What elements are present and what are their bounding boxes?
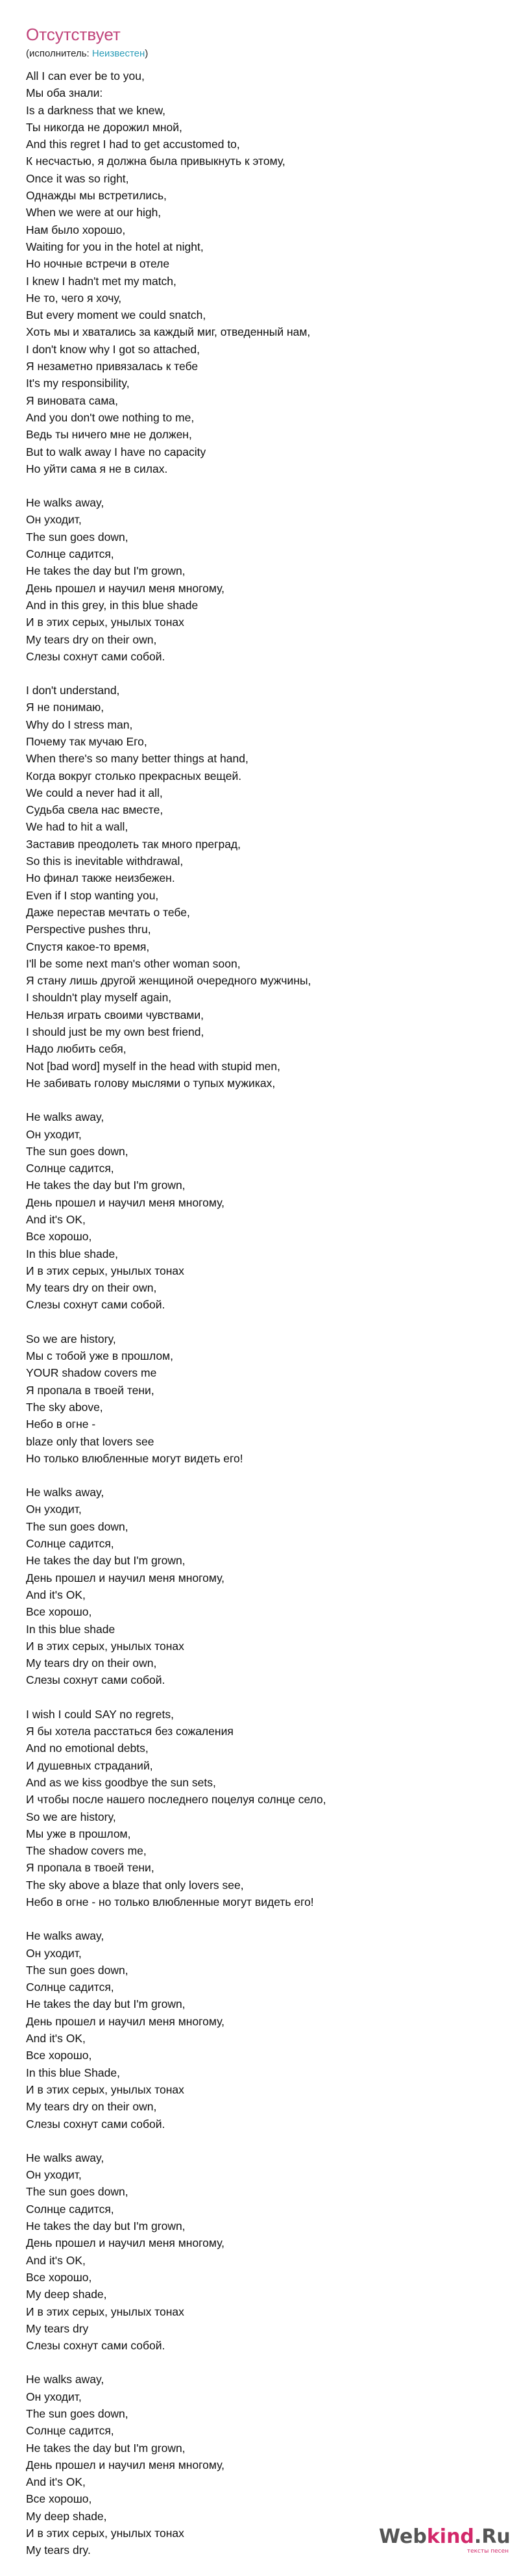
lyric-line: The sun goes down, [26, 2407, 128, 2420]
lyric-line: Мы уже в прошлом, [26, 1827, 131, 1840]
performer-suffix: ) [145, 48, 149, 59]
lyric-line: Ведь ты ничего мне не должен, [26, 428, 192, 442]
lyric-line: My deep shade, [26, 2288, 107, 2301]
lyrics-stanza [26, 1331, 480, 1467]
lyric-line: In this blue shade, [26, 1247, 119, 1260]
lyric-line: And you don't owe nothing to me, [26, 410, 195, 424]
lyric-line: Слезы сохнут сами собой. [26, 2117, 165, 2131]
lyric-line: Небо в огне - но только влюбленные могут видеть его! [26, 1895, 314, 1908]
performer-line [26, 48, 148, 59]
lyric-line: My tears dry [26, 2321, 89, 2335]
lyric-line: And as we kiss goodbye the sun sets, [26, 1775, 216, 1789]
lyric-line: And it's OK, [26, 1588, 86, 1601]
lyric-line: The sun goes down, [26, 1144, 128, 1158]
lyric-line: Слезы сохнут сами собой. [26, 1673, 165, 1687]
lyric-line: All I can ever be to you, [26, 69, 145, 82]
lyric-line: He walks away, [26, 496, 104, 510]
lyric-line: My tears dry on their own, [26, 1281, 157, 1295]
lyric-line: Он уходит, [26, 513, 82, 527]
lyric-line: The sun goes down, [26, 1519, 128, 1533]
logo-brand [379, 2527, 513, 2547]
lyric-line: I wish I could SAY no regrets, [26, 1707, 174, 1721]
lyric-line: День прошел и научил меня многому, [26, 2458, 225, 2471]
lyric-line: But every moment we could snatch, [26, 308, 206, 322]
lyric-line: Надо любить себя, [26, 1042, 127, 1056]
lyric-line: But to walk away I have no capacity [26, 445, 206, 458]
lyric-line: Спустя какое-то время, [26, 940, 150, 953]
lyric-line: Слезы сохнут сами собой. [26, 1298, 165, 1312]
lyric-line: И в этих серых, унылых тонах [26, 1264, 184, 1277]
lyric-line: The sun goes down, [26, 530, 128, 544]
lyric-line: Мы с тобой уже в прошлом, [26, 1349, 173, 1363]
lyric-line: Even if I stop wanting you, [26, 888, 159, 902]
lyric-line: And it's OK, [26, 1213, 86, 1226]
lyric-line: Я виновата сама, [26, 394, 118, 407]
logo-tagline: тексты песен [466, 2548, 509, 2555]
lyric-line: День прошел и научил меня многому, [26, 1571, 225, 1584]
lyric-line: Когда вокруг столько прекрасных вещей. [26, 769, 242, 782]
lyric-line: Не забивать голову мыслями о тупых мужиках, [26, 1076, 276, 1090]
lyric-line: Why do I stress man, [26, 718, 133, 731]
lyric-line: Нам было хорошо, [26, 223, 126, 236]
lyric-line: День прошел и научил меня многому, [26, 2236, 225, 2250]
lyric-line: In this blue shade [26, 1622, 115, 1636]
lyric-line: So we are history, [26, 1810, 116, 1823]
lyric-line: My tears dry on their own, [26, 1657, 157, 1670]
lyric-line: And this regret I had to get accustomed to, [26, 138, 240, 151]
lyric-line: Слезы сохнут сами собой. [26, 649, 165, 663]
lyric-line: Он уходит, [26, 1503, 82, 1516]
lyric-line: И в этих серых, унылых тонах [26, 2082, 184, 2096]
logo-ru-text: .Ru [474, 2525, 511, 2548]
lyric-line: Once it was so right, [26, 171, 129, 185]
lyrics-stanza [26, 2149, 480, 2355]
lyric-line: И душевных страданий, [26, 1758, 153, 1772]
lyric-line: My tears dry on their own, [26, 632, 157, 646]
lyric-line: День прошел и научил меня многому, [26, 581, 225, 595]
lyric-line: YOUR shadow covers me [26, 1366, 157, 1380]
lyric-line: I don't understand, [26, 684, 120, 697]
lyric-line: День прошел и научил меня многому, [26, 2014, 225, 2028]
lyric-line: Солнце садится, [26, 547, 114, 561]
lyric-line: So this is inevitable withdrawal, [26, 855, 184, 868]
lyric-line: Он уходит, [26, 1127, 82, 1141]
lyric-line: Однажды мы встретились, [26, 189, 167, 203]
lyric-line: I don't know why I got so attached, [26, 342, 200, 356]
lyric-line: And it's OK, [26, 2475, 86, 2489]
lyric-line: Все хорошо, [26, 2270, 92, 2284]
lyric-line: Waiting for you in the hotel at night, [26, 240, 204, 253]
lyrics-body [26, 68, 480, 2576]
lyric-line: Почему так мучаю Его, [26, 734, 147, 748]
lyric-line: Заставив преодолеть так много преград, [26, 837, 241, 851]
lyric-line: Я не понимаю, [26, 701, 104, 714]
lyric-line: In this blue Shade, [26, 2066, 120, 2079]
lyric-line: The sun goes down, [26, 1963, 128, 1977]
lyric-line: I knew I hadn't met my match, [26, 274, 176, 288]
lyric-line: Солнце садится, [26, 1537, 114, 1551]
lyric-line: Я бы хотела расстаться без сожаления [26, 1725, 234, 1738]
lyric-line: My deep shade, [26, 2509, 107, 2523]
lyric-line: The shadow covers me, [26, 1844, 147, 1858]
lyric-line: He takes the day but I'm grown, [26, 1554, 186, 1568]
lyric-line: К несчастью, я должна была привыкнуть к этому, [26, 155, 285, 168]
lyric-line: blaze only that lovers see [26, 1434, 154, 1448]
lyric-line: He takes the day but I'm grown, [26, 564, 186, 578]
lyric-line: Not [bad word] myself in the head with stupid men, [26, 1059, 281, 1073]
lyric-line: Я незаметно привязалась к тебе [26, 360, 199, 373]
lyric-line: Все хорошо, [26, 1230, 92, 1244]
lyric-line: He takes the day but I'm grown, [26, 1179, 186, 1192]
lyrics-stanza [26, 494, 480, 665]
lyric-line: Я пропала в твоей тени, [26, 1383, 154, 1397]
lyric-line: И чтобы после нашего последнего поцелуя солнце село, [26, 1793, 326, 1807]
lyric-line: When we were at our high, [26, 206, 162, 219]
lyric-line: Все хорошо, [26, 1605, 92, 1619]
lyric-line: Я пропала в твоей тени, [26, 1861, 154, 1875]
logo-web-text: Web [379, 2525, 427, 2548]
lyrics-stanza [26, 68, 480, 477]
performer-link[interactable]: Неизвестен [91, 48, 145, 59]
lyrics-stanza [26, 1706, 480, 1911]
lyric-line: Солнце садится, [26, 2202, 114, 2216]
performer-prefix: (исполнитель: [26, 48, 92, 59]
lyric-line: And it's OK, [26, 2253, 86, 2267]
lyric-line: Но только влюбленные могут видеть его! [26, 1451, 243, 1465]
lyric-line: Is a darkness that we knew, [26, 103, 165, 117]
lyric-line: He walks away, [26, 1929, 104, 1943]
lyric-line: We had to hit a wall, [26, 820, 128, 834]
lyric-line: He walks away, [26, 2151, 104, 2164]
lyric-line: He takes the day but I'm grown, [26, 2441, 186, 2455]
lyric-line: So we are history, [26, 1332, 116, 1345]
lyric-line: Хоть мы и хватались за каждый миг, отведенный нам, [26, 325, 311, 339]
lyric-line: I'll be some next man's other woman soon, [26, 957, 241, 970]
lyric-line: My tears dry on their own, [26, 2100, 157, 2114]
lyric-line: He takes the day but I'm grown, [26, 1997, 186, 2011]
lyric-line: It's my responsibility, [26, 377, 130, 390]
lyric-line: Он уходит, [26, 2168, 82, 2182]
lyric-line: My tears dry. [26, 2544, 91, 2557]
lyric-line: И в этих серых, унылых тонах [26, 616, 184, 629]
logo-kind-text: kind [426, 2525, 474, 2548]
lyric-line: И в этих серых, унылых тонах [26, 2527, 184, 2540]
lyric-line: I should just be my own best friend, [26, 1025, 204, 1039]
lyric-line: Но уйти сама я не в силах. [26, 462, 168, 475]
lyrics-stanza [26, 682, 480, 1092]
lyric-line: I shouldn't play myself again, [26, 991, 172, 1005]
lyric-line: And it's OK, [26, 2032, 86, 2045]
lyric-line: Небо в огне - [26, 1418, 96, 1431]
lyric-line: И в этих серых, унылых тонах [26, 1639, 184, 1653]
lyric-line: Ты никогда не дорожил мной, [26, 120, 182, 134]
lyrics-stanza [26, 1108, 480, 1314]
lyric-line: And in this grey, in this blue shade [26, 598, 199, 612]
lyric-line: Но финал также неизбежен. [26, 871, 175, 885]
lyric-line: He walks away, [26, 1110, 104, 1124]
lyrics-stanza [26, 1484, 480, 1689]
song-title: Отсутствует [26, 25, 121, 44]
lyric-line: He walks away, [26, 2373, 104, 2386]
webkind-logo[interactable] [379, 2527, 513, 2557]
lyric-line: He walks away, [26, 1486, 104, 1499]
lyric-line: Нельзя играть своими чувствами, [26, 1008, 204, 1021]
lyric-line: When there's so many better things at hand, [26, 752, 248, 766]
lyric-line: Солнце садится, [26, 2424, 114, 2438]
lyric-line: The sun goes down, [26, 2185, 128, 2199]
lyric-line: Солнце садится, [26, 1981, 114, 1994]
lyric-line: Даже перестав мечтать о тебе, [26, 905, 190, 919]
lyric-line: Я стану лишь другой женщиной очередного мужчины, [26, 974, 311, 988]
lyric-line: Слезы сохнут сами собой. [26, 2339, 165, 2353]
lyric-line: Мы оба знали: [26, 86, 103, 100]
lyric-line: Он уходит, [26, 2390, 82, 2403]
lyric-line: Но ночные встречи в отеле [26, 257, 170, 271]
lyric-line: День прошел и научил меня многому, [26, 1195, 225, 1209]
lyric-line: Perspective pushes thru, [26, 923, 151, 936]
lyric-line: Не то, чего я хочу, [26, 291, 122, 305]
lyric-line: We could a never had it all, [26, 786, 163, 799]
lyric-line: И в этих серых, унылых тонах [26, 2305, 184, 2318]
lyric-line: And no emotional debts, [26, 1742, 149, 1755]
lyric-line: Судьба свела нас вместе, [26, 803, 163, 817]
lyric-line: Он уходит, [26, 1946, 82, 1960]
lyric-line: He takes the day but I'm grown, [26, 2220, 186, 2233]
lyric-line: Все хорошо, [26, 2492, 92, 2506]
lyric-line: Солнце садится, [26, 1162, 114, 1175]
lyric-line: The sky above, [26, 1400, 103, 1414]
lyric-line: The sky above a blaze that only lovers see, [26, 1878, 244, 1892]
lyric-line: Все хорошо, [26, 2049, 92, 2062]
lyrics-stanza [26, 1927, 480, 2132]
